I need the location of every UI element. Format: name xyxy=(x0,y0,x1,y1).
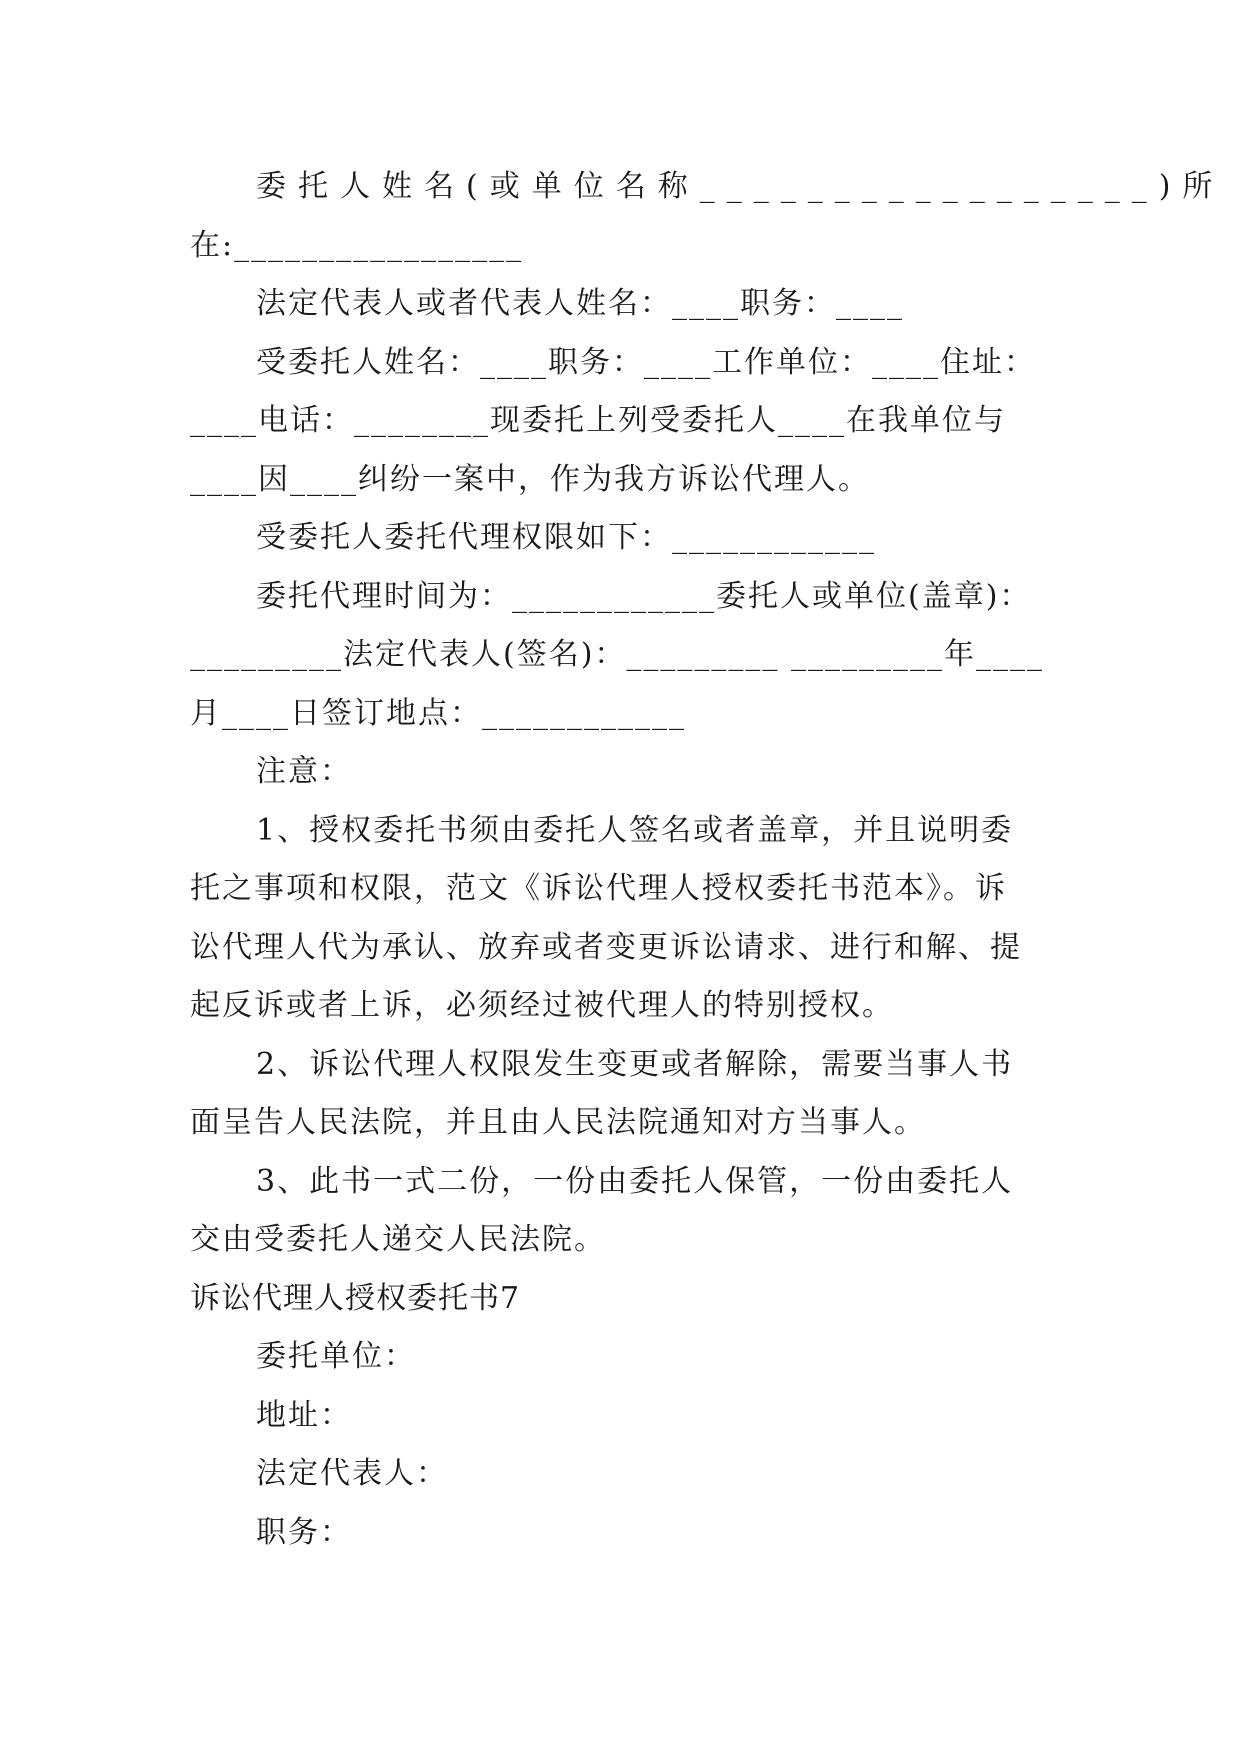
document-page xyxy=(190,158,1225,1562)
field-label-address: 地址： xyxy=(256,1397,352,1433)
doc-line: 受委托人姓名：____职务：____工作单位：____住址： xyxy=(256,344,1036,380)
doc-line: 面呈告人民法院，并且由人民法院通知对方当事人。 xyxy=(190,1105,926,1140)
notice-item-2: 2、诉讼代理人权限发生变更或者解除，需要当事人书 xyxy=(256,1046,1014,1082)
doc-line: 交由受委托人递交人民法院。 xyxy=(190,1222,606,1257)
doc-line: 讼代理人代为承认、放弃或者变更诉讼请求、进行和解、提 xyxy=(190,929,1022,965)
field-label-position: 职务： xyxy=(256,1514,352,1550)
doc-line: 托之事项和权限，范文《诉讼代理人授权委托书范本》。诉 xyxy=(190,871,1007,906)
doc-line: 月____日签订地点：____________ xyxy=(190,695,686,731)
doc-line: ____电话：________现委托上列受委托人____在我单位与 xyxy=(190,403,1006,438)
field-label-legal-rep: 法定代表人： xyxy=(256,1456,448,1491)
doc-line: 在:_________________ xyxy=(190,227,524,263)
doc-line: 委托人姓名(或单位名称_________________)所 xyxy=(256,169,1225,204)
notice-item-3: 3、此书一式二份，一份由委托人保管，一份由委托人 xyxy=(256,1163,1014,1199)
section-title: 诉讼代理人授权委托书7 xyxy=(190,1280,521,1316)
doc-line: ____因____纠纷一案中，作为我方诉讼代理人。 xyxy=(190,461,870,497)
doc-line: 委托代理时间为：____________委托人或单位(盖章)： xyxy=(256,578,1032,614)
doc-line: 起反诉或者上诉，必须经过被代理人的特别授权。 xyxy=(190,988,894,1023)
field-label-unit: 委托单位： xyxy=(256,1339,416,1374)
doc-line: _________法定代表人(签名)：_________ _________年____ xyxy=(190,637,1044,672)
notice-heading: 注意： xyxy=(256,754,352,789)
doc-line: 受委托人委托代理权限如下：____________ xyxy=(256,520,876,555)
notice-item-1: 1、授权委托书须由委托人签名或者盖章，并且说明委 xyxy=(256,812,1014,848)
doc-line: 法定代表人或者代表人姓名：____职务：____ xyxy=(256,286,904,321)
